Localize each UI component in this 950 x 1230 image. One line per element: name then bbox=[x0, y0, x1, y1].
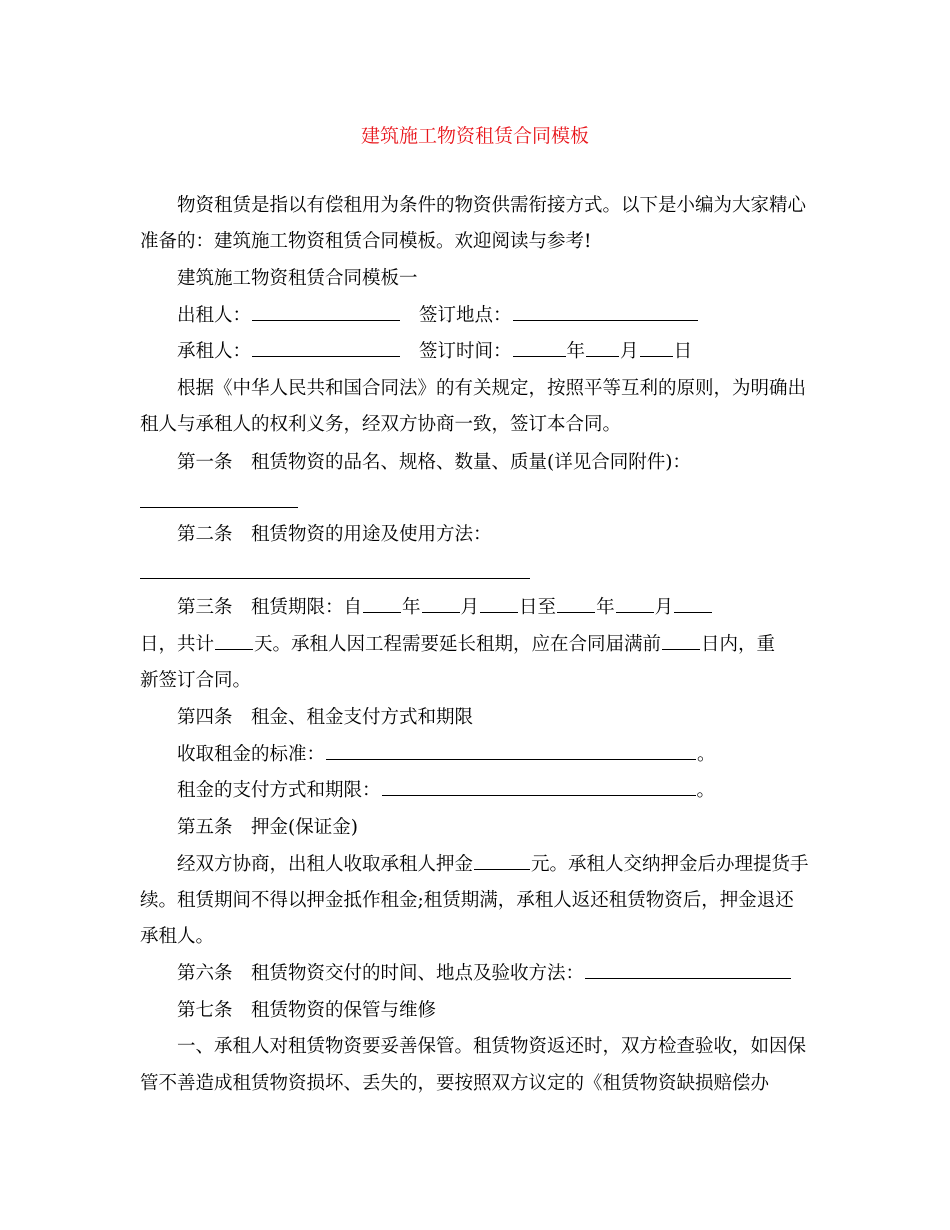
intro-paragraph-line: 准备的：建筑施工物资租赁合同模板。欢迎阅读与参考! bbox=[140, 231, 592, 252]
rent-payment-blank[interactable] bbox=[382, 778, 696, 796]
lessee-blank[interactable] bbox=[252, 339, 400, 357]
article-2-blank[interactable] bbox=[140, 578, 530, 579]
start-year-blank[interactable] bbox=[363, 595, 401, 613]
article-3-text: 日，共计 bbox=[140, 634, 215, 655]
year-label: 年 bbox=[566, 341, 586, 362]
lessor-label: 出租人： bbox=[177, 305, 252, 326]
lessee-row bbox=[177, 339, 857, 365]
sign-time-label: 签订时间： bbox=[419, 341, 512, 362]
rent-standard-label: 收取租金的标准： bbox=[177, 744, 326, 765]
article-3-text: 日内，重 bbox=[701, 634, 776, 655]
paragraph-line: 根据《中华人民共和国合同法》的有关规定，按照平等互利的原则，为明确出 bbox=[177, 378, 807, 399]
start-day-blank[interactable] bbox=[480, 595, 518, 613]
paragraph-line: 租人与承租人的权利义务，经双方协商一致，签订本合同。 bbox=[140, 414, 622, 435]
article-3-prefix: 第三条 租赁期限：自 bbox=[177, 597, 363, 618]
rent-payment-row bbox=[177, 778, 857, 804]
period: 。 bbox=[697, 744, 716, 765]
article-5-line: 承租人。 bbox=[140, 926, 215, 947]
lessee-label: 承租人： bbox=[177, 341, 252, 362]
article-5-text: 元。承租人交纳押金后办理提货手 bbox=[531, 854, 809, 875]
article-5: 第五条 押金(保证金) bbox=[177, 817, 358, 838]
article-4: 第四条 租金、租金支付方式和期限 bbox=[177, 707, 474, 728]
start-month-blank[interactable] bbox=[422, 595, 460, 613]
rent-standard-row bbox=[177, 742, 857, 768]
sign-year-blank[interactable] bbox=[513, 339, 566, 357]
period: 。 bbox=[696, 780, 716, 801]
deposit-blank[interactable] bbox=[474, 852, 530, 870]
sign-day-blank[interactable] bbox=[640, 339, 673, 357]
renewal-days-blank[interactable] bbox=[662, 632, 700, 650]
month-label: 月 bbox=[460, 597, 480, 618]
month-label: 月 bbox=[654, 597, 674, 618]
article-2: 第二条 租赁物资的用途及使用方法： bbox=[177, 524, 492, 545]
month-label: 月 bbox=[620, 341, 639, 362]
end-day-blank[interactable] bbox=[674, 595, 712, 613]
intro-paragraph-line: 物资租赁是指以有偿租用为条件的物资供需衔接方式。以下是小编为大家精心 bbox=[177, 195, 807, 216]
lessor-row bbox=[177, 303, 857, 329]
article-3-line: 新签订合同。 bbox=[140, 670, 252, 691]
sign-place-blank[interactable] bbox=[513, 303, 698, 321]
sign-month-blank[interactable] bbox=[586, 339, 619, 357]
document-title: 建筑施工物资租赁合同模板 bbox=[360, 125, 589, 147]
article-3-line bbox=[140, 632, 820, 658]
to-label: 日至 bbox=[519, 597, 557, 618]
year-label: 年 bbox=[402, 597, 421, 618]
year-label: 年 bbox=[596, 597, 615, 618]
sign-place-label: 签订地点： bbox=[419, 305, 512, 326]
article-1: 第一条 租赁物资的品名、规格、数量、质量(详见合同附件)： bbox=[177, 452, 691, 473]
article-1-blank[interactable] bbox=[140, 507, 298, 508]
article-5-line: 续。租赁期间不得以押金抵作租金;租赁期满，承租人返还租赁物资后，押金退还 bbox=[140, 890, 794, 911]
article-6: 第六条 租赁物资交付的时间、地点及验收方法： bbox=[177, 963, 585, 984]
rent-payment-label: 租金的支付方式和期限： bbox=[177, 780, 381, 801]
article-6-row bbox=[177, 961, 857, 987]
article-6-blank[interactable] bbox=[585, 961, 791, 979]
total-days-blank[interactable] bbox=[215, 632, 253, 650]
article-7: 第七条 租赁物资的保管与维修 bbox=[177, 1000, 437, 1021]
lessor-blank[interactable] bbox=[252, 303, 400, 321]
article-7-line: 管不善造成租赁物资损坏、丢失的，要按照双方议定的《租赁物资缺损赔偿办 bbox=[140, 1073, 770, 1094]
article-3-text: 天。承租人因工程需要延长租期，应在合同届满前 bbox=[254, 634, 662, 655]
article-5-line bbox=[177, 852, 857, 878]
article-3-line bbox=[177, 595, 857, 621]
end-month-blank[interactable] bbox=[616, 595, 654, 613]
article-7-line: 一、承租人对租赁物资要妥善保管。租赁物资返还时，双方检查验收，如因保 bbox=[177, 1036, 807, 1057]
subtitle: 建筑施工物资租赁合同模板一 bbox=[177, 268, 418, 289]
day-label: 日 bbox=[673, 341, 693, 362]
article-5-text: 经双方协商，出租人收取承租人押金 bbox=[177, 854, 474, 875]
rent-standard-blank[interactable] bbox=[326, 742, 696, 760]
end-year-blank[interactable] bbox=[557, 595, 595, 613]
